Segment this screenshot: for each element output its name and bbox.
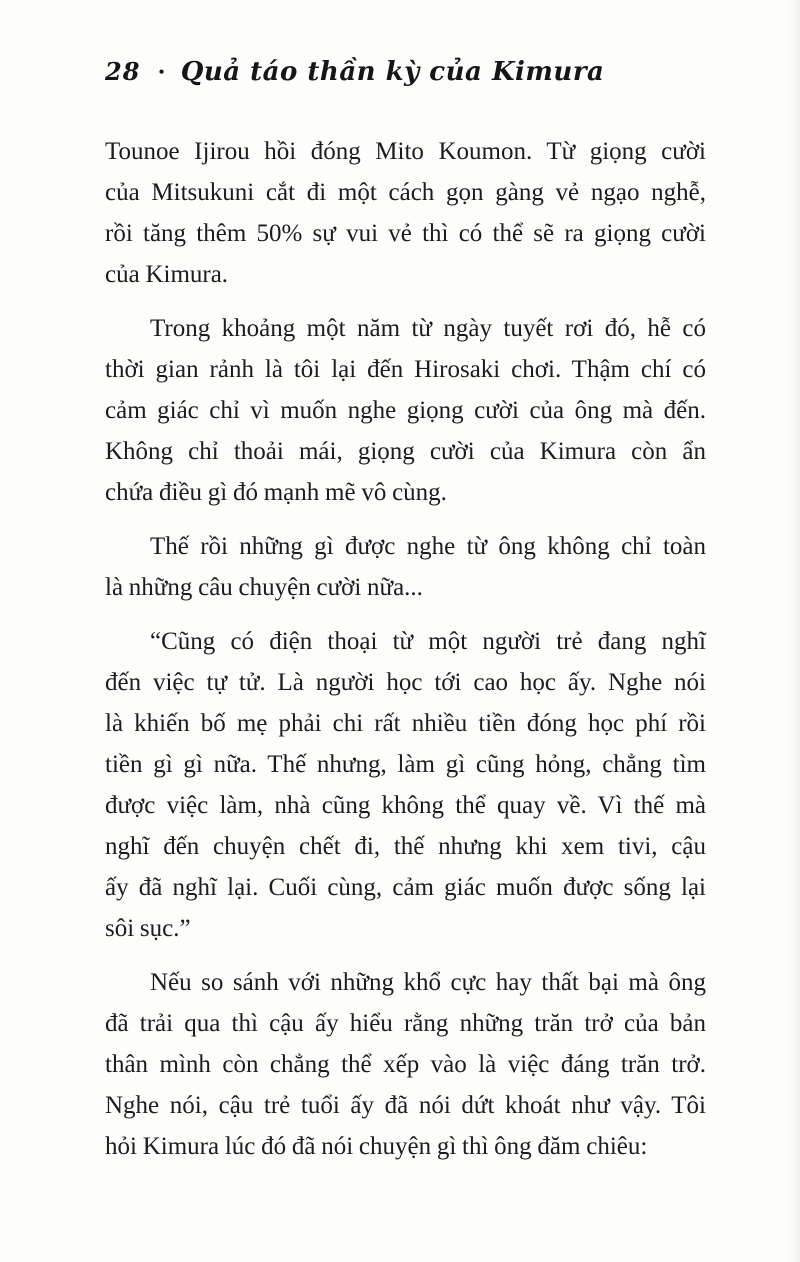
paragraph (105, 526, 706, 608)
text-line: Nghe nói, cậu trẻ tuổi ấy đã nói dứt khoát như vậy. Tôi (105, 1092, 706, 1119)
text-line: thân mình còn chẳng thể xếp vào là việc đáng trăn trở. (105, 1051, 706, 1078)
text-line: nghĩ đến chuyện chết đi, thế nhưng khi xem tivi, cậu (105, 833, 706, 860)
text-line: Thế rồi những gì được nghe từ ông không chỉ toàn (150, 533, 706, 560)
text-line: đã trải qua thì cậu ấy hiểu rằng những trăn trở của bản (105, 1010, 706, 1037)
paragraph (105, 621, 706, 949)
body-text (105, 131, 706, 1180)
text-line: của Mitsukuni cắt đi một cách gọn gàng vẻ ngạo nghễ, (105, 179, 706, 206)
book-title: Quả táo thần kỳ của Kimura (180, 57, 605, 87)
text-line: “Cũng có điện thoại từ một người trẻ đang nghĩ (150, 628, 706, 655)
page-number: 28 (105, 57, 141, 86)
text-line: là những câu chuyện cười nữa... (105, 574, 423, 601)
text-line: chứa điều gì đó mạnh mẽ vô cùng. (105, 479, 447, 506)
text-line: Tounoe Ijirou hồi đóng Mito Koumon. Từ giọng cười (105, 138, 706, 165)
text-line: đến việc tự tử. Là người học tới cao học ấy. Nghe nói (105, 669, 706, 696)
paragraph (105, 962, 706, 1167)
text-line: sôi sục.” (105, 915, 191, 942)
paragraph (105, 308, 706, 513)
text-line: tiền gì gì nữa. Thế nhưng, làm gì cũng hỏng, chẳng tìm (105, 751, 706, 778)
text-line: được việc làm, nhà cũng không thể quay về. Vì thế mà (105, 792, 706, 819)
running-header (105, 57, 604, 87)
text-line: Không chỉ thoải mái, giọng cười của Kimura còn ẩn (105, 438, 706, 465)
text-line: của Kimura. (105, 261, 229, 288)
page-edge-shadow (786, 0, 800, 1262)
separator-dot-icon: • (158, 62, 165, 82)
text-line: hỏi Kimura lúc đó đã nói chuyện gì thì ông đăm chiêu: (105, 1133, 648, 1160)
text-line: Trong khoảng một năm từ ngày tuyết rơi đó, hễ có (150, 315, 706, 342)
text-line: là khiến bố mẹ phải chi rất nhiều tiền đóng học phí rồi (105, 710, 706, 737)
text-line: rồi tăng thêm 50% sự vui vẻ thì có thể sẽ ra giọng cười (105, 220, 706, 247)
text-line: thời gian rảnh là tôi lại đến Hirosaki chơi. Thậm chí có (105, 356, 706, 383)
text-line: cảm giác chỉ vì muốn nghe giọng cười của ông mà đến. (105, 397, 706, 424)
text-line: Nếu so sánh với những khổ cực hay thất bại mà ông (150, 969, 706, 996)
paragraph (105, 131, 706, 295)
text-line: ấy đã nghĩ lại. Cuối cùng, cảm giác muốn được sống lại (105, 874, 706, 901)
